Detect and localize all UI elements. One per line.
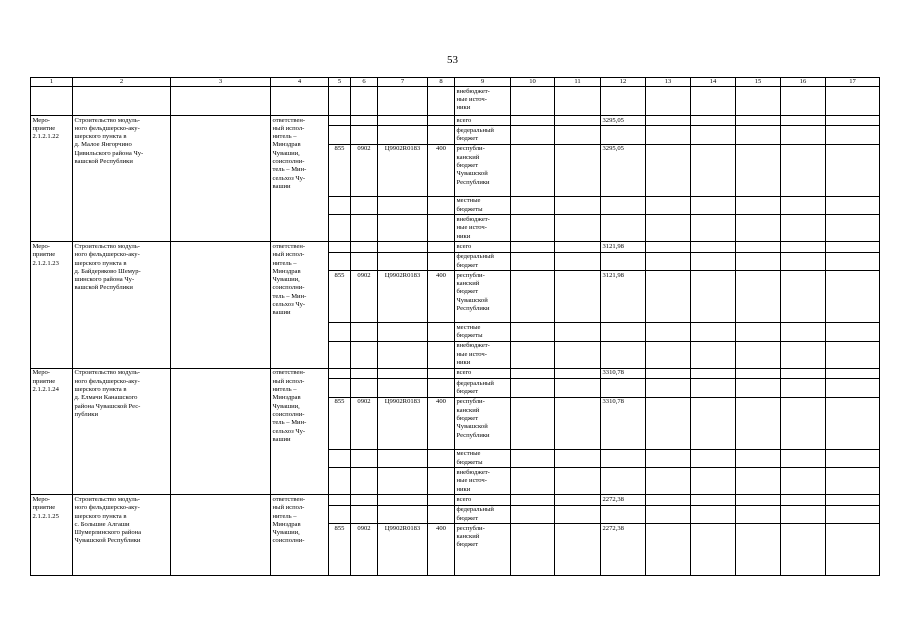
event-row <box>31 495 880 505</box>
empty-cell <box>826 196 880 215</box>
column-number: 6 <box>351 78 378 87</box>
column-number: 13 <box>646 78 691 87</box>
empty-cell <box>555 271 601 323</box>
empty-cell <box>736 449 781 468</box>
funding-source: местные бюджеты <box>455 449 511 468</box>
empty-cell <box>171 87 271 116</box>
empty-cell <box>781 271 826 323</box>
empty-cell <box>171 116 271 242</box>
empty-cell <box>329 242 351 252</box>
empty-cell <box>511 505 555 524</box>
funding-source: всего <box>455 495 511 505</box>
empty-cell <box>428 323 455 342</box>
empty-cell <box>428 341 455 368</box>
empty-cell <box>555 505 601 524</box>
empty-cell <box>351 495 378 505</box>
empty-cell <box>691 379 736 398</box>
event-code: Меро- приятие 2.1.2.1.22 <box>31 116 73 242</box>
empty-cell <box>781 368 826 378</box>
empty-cell <box>428 126 455 145</box>
funding-value <box>601 341 646 368</box>
empty-cell <box>428 242 455 252</box>
funding-source: республи- канский бюджет Чувашской Республики <box>455 144 511 196</box>
empty-cell <box>781 242 826 252</box>
empty-cell <box>555 468 601 495</box>
empty-cell <box>351 87 378 116</box>
empty-cell <box>646 379 691 398</box>
empty-cell <box>781 323 826 342</box>
empty-cell <box>646 126 691 145</box>
empty-cell <box>781 495 826 505</box>
empty-cell <box>781 397 826 449</box>
empty-cell <box>781 468 826 495</box>
empty-cell <box>428 196 455 215</box>
empty-cell <box>351 126 378 145</box>
empty-cell <box>691 271 736 323</box>
empty-cell <box>511 271 555 323</box>
empty-cell <box>378 341 428 368</box>
empty-cell <box>428 505 455 524</box>
empty-cell <box>691 524 736 576</box>
empty-cell <box>781 215 826 242</box>
empty-cell <box>736 87 781 116</box>
empty-cell <box>378 449 428 468</box>
empty-cell <box>329 468 351 495</box>
empty-cell <box>555 252 601 271</box>
empty-cell <box>555 449 601 468</box>
column-number: 15 <box>736 78 781 87</box>
funding-source: всего <box>455 368 511 378</box>
empty-cell <box>351 215 378 242</box>
empty-cell <box>351 242 378 252</box>
funding-value <box>601 126 646 145</box>
event-row <box>31 242 880 252</box>
empty-cell <box>329 215 351 242</box>
empty-cell <box>555 144 601 196</box>
empty-cell <box>646 196 691 215</box>
empty-cell <box>646 368 691 378</box>
empty-cell <box>329 379 351 398</box>
empty-cell <box>555 524 601 576</box>
empty-cell <box>511 397 555 449</box>
funding-value <box>601 449 646 468</box>
event-name: Строительство модуль- ного фельдшерско-аку- шерского пункта в д. Байдеряково Шемур- шинского района Чу- вашской Республики <box>73 242 171 368</box>
empty-cell <box>555 242 601 252</box>
empty-cell <box>826 87 880 116</box>
empty-cell <box>378 196 428 215</box>
empty-cell <box>329 505 351 524</box>
empty-cell <box>378 495 428 505</box>
empty-cell <box>646 323 691 342</box>
empty-cell <box>378 116 428 126</box>
event-row <box>31 368 880 378</box>
empty-cell <box>646 495 691 505</box>
empty-cell <box>826 397 880 449</box>
empty-cell <box>351 116 378 126</box>
empty-cell <box>271 87 329 116</box>
funding-source: федеральный бюджет <box>455 252 511 271</box>
empty-cell <box>555 196 601 215</box>
empty-cell <box>826 468 880 495</box>
funding-source: внебюджет- ные источ- ники <box>455 468 511 495</box>
empty-cell <box>646 449 691 468</box>
funding-source: внебюджет- ные источ- ники <box>455 87 511 116</box>
funding-source: внебюджет- ные источ- ники <box>455 215 511 242</box>
event-code: Меро- приятие 2.1.2.1.25 <box>31 495 73 576</box>
empty-cell <box>826 252 880 271</box>
empty-cell <box>736 341 781 368</box>
column-number-row <box>31 78 880 87</box>
funding-source: федеральный бюджет <box>455 505 511 524</box>
funding-value: 3121,98 <box>601 242 646 252</box>
grbs-code: 855 <box>329 144 351 196</box>
empty-cell <box>555 215 601 242</box>
empty-cell <box>555 379 601 398</box>
empty-cell <box>736 271 781 323</box>
empty-cell <box>511 242 555 252</box>
empty-cell <box>351 468 378 495</box>
event-name: Строительство модуль- ного фельдшерско-аку- шерского пункта в д. Елмачи Канашского района Чувашской Рес- публики <box>73 368 171 494</box>
empty-cell <box>428 449 455 468</box>
funding-value <box>601 505 646 524</box>
empty-cell <box>555 495 601 505</box>
expense-type-code: 400 <box>428 271 455 323</box>
page-number: 53 <box>447 54 458 66</box>
empty-cell <box>351 449 378 468</box>
empty-cell <box>329 495 351 505</box>
target-code: Ц9902R0183 <box>378 271 428 323</box>
section-code: 0902 <box>351 144 378 196</box>
empty-cell <box>171 495 271 576</box>
empty-cell <box>826 524 880 576</box>
empty-cell <box>736 323 781 342</box>
empty-cell <box>73 87 171 116</box>
expense-type-code: 400 <box>428 144 455 196</box>
empty-cell <box>378 468 428 495</box>
empty-cell <box>691 468 736 495</box>
empty-cell <box>691 368 736 378</box>
empty-cell <box>511 87 555 116</box>
empty-cell <box>428 368 455 378</box>
funding-value: 2272,38 <box>601 495 646 505</box>
empty-cell <box>329 196 351 215</box>
empty-cell <box>511 116 555 126</box>
empty-cell <box>329 252 351 271</box>
empty-cell <box>378 368 428 378</box>
empty-cell <box>646 505 691 524</box>
empty-cell <box>378 215 428 242</box>
empty-cell <box>511 495 555 505</box>
funding-value: 3310,78 <box>601 368 646 378</box>
empty-cell <box>646 397 691 449</box>
funding-source: республи- канский бюджет Чувашской Республики <box>455 271 511 323</box>
empty-cell <box>511 468 555 495</box>
event-code: Меро- приятие 2.1.2.1.24 <box>31 368 73 494</box>
empty-cell <box>826 379 880 398</box>
funding-value <box>601 468 646 495</box>
grbs-code: 855 <box>329 397 351 449</box>
empty-cell <box>511 524 555 576</box>
empty-cell <box>691 116 736 126</box>
empty-cell <box>555 126 601 145</box>
empty-cell <box>826 505 880 524</box>
target-code: Ц9902R0183 <box>378 397 428 449</box>
target-code: Ц9902R0183 <box>378 524 428 576</box>
target-code: Ц9902R0183 <box>378 144 428 196</box>
empty-cell <box>428 215 455 242</box>
empty-cell <box>826 215 880 242</box>
empty-cell <box>781 449 826 468</box>
empty-cell <box>329 116 351 126</box>
empty-cell <box>601 87 646 116</box>
empty-cell <box>329 341 351 368</box>
empty-cell <box>555 87 601 116</box>
empty-cell <box>736 505 781 524</box>
event-row <box>31 116 880 126</box>
empty-cell <box>511 196 555 215</box>
section-code: 0902 <box>351 397 378 449</box>
funding-value: 3121,98 <box>601 271 646 323</box>
empty-cell <box>171 242 271 368</box>
empty-cell <box>736 524 781 576</box>
empty-cell <box>31 87 73 116</box>
empty-cell <box>351 323 378 342</box>
continuation-row <box>31 87 880 116</box>
funding-source: республи- канский бюджет <box>455 524 511 576</box>
column-number: 9 <box>455 78 511 87</box>
empty-cell <box>826 144 880 196</box>
empty-cell <box>826 271 880 323</box>
event-code: Меро- приятие 2.1.2.1.23 <box>31 242 73 368</box>
empty-cell <box>736 379 781 398</box>
empty-cell <box>826 126 880 145</box>
empty-cell <box>826 116 880 126</box>
empty-cell <box>826 495 880 505</box>
empty-cell <box>691 397 736 449</box>
empty-cell <box>736 252 781 271</box>
empty-cell <box>736 215 781 242</box>
empty-cell <box>428 379 455 398</box>
empty-cell <box>736 126 781 145</box>
empty-cell <box>511 379 555 398</box>
empty-cell <box>329 126 351 145</box>
column-number: 3 <box>171 78 271 87</box>
expense-type-code: 400 <box>428 397 455 449</box>
grbs-code: 855 <box>329 271 351 323</box>
event-executor: ответствен- ный испол- нитель – Минздрав Чувашии, соисполни- тель – Мин- сельхоз Чу- вашии <box>271 242 329 368</box>
empty-cell <box>511 252 555 271</box>
funding-source: местные бюджеты <box>455 196 511 215</box>
empty-cell <box>378 126 428 145</box>
funding-value <box>601 252 646 271</box>
column-number: 17 <box>826 78 880 87</box>
empty-cell <box>351 505 378 524</box>
funding-value: 3295,05 <box>601 144 646 196</box>
empty-cell <box>511 126 555 145</box>
empty-cell <box>555 368 601 378</box>
funding-value: 3295,05 <box>601 116 646 126</box>
empty-cell <box>378 242 428 252</box>
empty-cell <box>781 144 826 196</box>
funding-value: 3310,78 <box>601 397 646 449</box>
funding-value <box>601 323 646 342</box>
funding-source: местные бюджеты <box>455 323 511 342</box>
column-number: 11 <box>555 78 601 87</box>
empty-cell <box>646 242 691 252</box>
empty-cell <box>781 252 826 271</box>
funding-source: федеральный бюджет <box>455 379 511 398</box>
column-number: 12 <box>601 78 646 87</box>
empty-cell <box>646 252 691 271</box>
empty-cell <box>691 87 736 116</box>
empty-cell <box>428 87 455 116</box>
empty-cell <box>555 323 601 342</box>
funding-source: всего <box>455 116 511 126</box>
event-name: Строительство модуль- ного фельдшерско-аку- шерского пункта в д. Малое Янгорчино Цивильского района Чу- вашской Республики <box>73 116 171 242</box>
column-number: 14 <box>691 78 736 87</box>
column-number: 4 <box>271 78 329 87</box>
empty-cell <box>646 341 691 368</box>
budget-table <box>30 77 880 576</box>
empty-cell <box>826 341 880 368</box>
empty-cell <box>691 242 736 252</box>
funding-source: федеральный бюджет <box>455 126 511 145</box>
empty-cell <box>646 524 691 576</box>
column-number: 8 <box>428 78 455 87</box>
empty-cell <box>781 379 826 398</box>
empty-cell <box>826 242 880 252</box>
empty-cell <box>378 379 428 398</box>
grbs-code: 855 <box>329 524 351 576</box>
funding-source: всего <box>455 242 511 252</box>
column-number: 5 <box>329 78 351 87</box>
empty-cell <box>511 144 555 196</box>
empty-cell <box>691 449 736 468</box>
empty-cell <box>781 126 826 145</box>
empty-cell <box>511 449 555 468</box>
empty-cell <box>511 323 555 342</box>
empty-cell <box>428 116 455 126</box>
empty-cell <box>781 196 826 215</box>
empty-cell <box>691 495 736 505</box>
empty-cell <box>781 87 826 116</box>
empty-cell <box>329 323 351 342</box>
empty-cell <box>351 368 378 378</box>
empty-cell <box>691 196 736 215</box>
event-executor: ответствен- ный испол- нитель – Минздрав Чувашии, соисполни- <box>271 495 329 576</box>
event-executor: ответствен- ный испол- нитель – Минздрав Чувашии, соисполни- тель – Мин- сельхоз Чу- вашии <box>271 368 329 494</box>
empty-cell <box>351 379 378 398</box>
empty-cell <box>428 495 455 505</box>
empty-cell <box>555 341 601 368</box>
empty-cell <box>378 252 428 271</box>
empty-cell <box>781 505 826 524</box>
empty-cell <box>378 323 428 342</box>
column-number: 7 <box>378 78 428 87</box>
funding-value <box>601 196 646 215</box>
column-number: 16 <box>781 78 826 87</box>
empty-cell <box>691 126 736 145</box>
empty-cell <box>646 271 691 323</box>
empty-cell <box>826 449 880 468</box>
empty-cell <box>736 144 781 196</box>
empty-cell <box>691 215 736 242</box>
funding-source: внебюджет- ные источ- ники <box>455 341 511 368</box>
empty-cell <box>329 449 351 468</box>
section-code: 0902 <box>351 271 378 323</box>
empty-cell <box>691 252 736 271</box>
empty-cell <box>351 341 378 368</box>
column-number: 10 <box>511 78 555 87</box>
empty-cell <box>555 116 601 126</box>
funding-value <box>601 215 646 242</box>
empty-cell <box>378 87 428 116</box>
empty-cell <box>646 215 691 242</box>
funding-value: 2272,38 <box>601 524 646 576</box>
empty-cell <box>646 87 691 116</box>
empty-cell <box>781 116 826 126</box>
empty-cell <box>781 341 826 368</box>
empty-cell <box>511 215 555 242</box>
empty-cell <box>171 368 271 494</box>
empty-cell <box>646 116 691 126</box>
empty-cell <box>736 468 781 495</box>
empty-cell <box>428 252 455 271</box>
empty-cell <box>511 341 555 368</box>
empty-cell <box>646 468 691 495</box>
empty-cell <box>646 144 691 196</box>
empty-cell <box>736 196 781 215</box>
empty-cell <box>826 368 880 378</box>
funding-value <box>601 379 646 398</box>
empty-cell <box>691 505 736 524</box>
empty-cell <box>329 368 351 378</box>
empty-cell <box>691 144 736 196</box>
empty-cell <box>826 323 880 342</box>
empty-cell <box>351 252 378 271</box>
empty-cell <box>736 368 781 378</box>
column-number: 2 <box>73 78 171 87</box>
event-name: Строительство модуль- ного фельдшерско-аку- шерского пункта в с. Большие Алгаши Шумерлинского района Чувашской Республики <box>73 495 171 576</box>
event-executor: ответствен- ный испол- нитель – Минздрав Чувашии, соисполни- тель – Мин- сельхоз Чу- вашии <box>271 116 329 242</box>
funding-source: республи- канский бюджет Чувашской Республики <box>455 397 511 449</box>
empty-cell <box>736 397 781 449</box>
column-number: 1 <box>31 78 73 87</box>
section-code: 0902 <box>351 524 378 576</box>
empty-cell <box>351 196 378 215</box>
empty-cell <box>378 505 428 524</box>
empty-cell <box>428 468 455 495</box>
empty-cell <box>781 524 826 576</box>
empty-cell <box>691 341 736 368</box>
empty-cell <box>691 323 736 342</box>
empty-cell <box>736 242 781 252</box>
empty-cell <box>511 368 555 378</box>
empty-cell <box>736 495 781 505</box>
expense-type-code: 400 <box>428 524 455 576</box>
empty-cell <box>736 116 781 126</box>
empty-cell <box>555 397 601 449</box>
empty-cell <box>329 87 351 116</box>
